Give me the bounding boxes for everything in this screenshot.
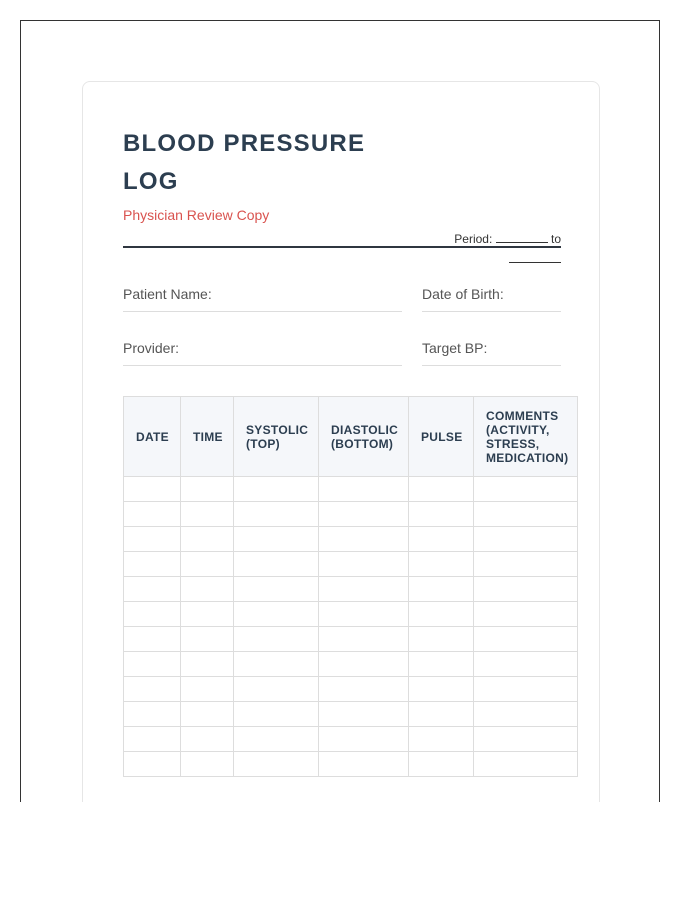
cell-pulse[interactable] xyxy=(409,752,474,777)
cell-comments[interactable] xyxy=(474,552,578,577)
cell-pulse[interactable] xyxy=(409,652,474,677)
cell-time[interactable] xyxy=(181,752,234,777)
cell-time[interactable] xyxy=(181,602,234,627)
table-row xyxy=(124,527,578,552)
patient-name-field[interactable] xyxy=(123,281,402,312)
cell-diastolic[interactable] xyxy=(319,602,409,627)
table-row xyxy=(124,627,578,652)
cell-diastolic[interactable] xyxy=(319,577,409,602)
table-row xyxy=(124,652,578,677)
table-row xyxy=(124,577,578,602)
header-comments: COMMENTS (ACTIVITY, STRESS, MEDICATION) xyxy=(474,397,578,477)
cell-diastolic[interactable] xyxy=(319,552,409,577)
cell-time[interactable] xyxy=(181,627,234,652)
cell-pulse[interactable] xyxy=(409,577,474,602)
cell-pulse[interactable] xyxy=(409,502,474,527)
header-pulse: PULSE xyxy=(409,397,474,477)
cell-comments[interactable] xyxy=(474,677,578,702)
cell-time[interactable] xyxy=(181,677,234,702)
cell-systolic[interactable] xyxy=(234,702,319,727)
table-body xyxy=(124,477,578,777)
cell-time[interactable] xyxy=(181,502,234,527)
cell-systolic[interactable] xyxy=(234,552,319,577)
cell-systolic[interactable] xyxy=(234,577,319,602)
cell-pulse[interactable] xyxy=(409,702,474,727)
cell-date[interactable] xyxy=(124,752,181,777)
cell-systolic[interactable] xyxy=(234,677,319,702)
cell-diastolic[interactable] xyxy=(319,477,409,502)
cell-systolic[interactable] xyxy=(234,652,319,677)
period-to-label: to xyxy=(550,232,561,246)
cell-comments[interactable] xyxy=(474,602,578,627)
cell-systolic[interactable] xyxy=(234,727,319,752)
table-row xyxy=(124,552,578,577)
cell-time[interactable] xyxy=(181,702,234,727)
log-sheet xyxy=(82,81,600,802)
header-systolic: SYSTOLIC (TOP) xyxy=(234,397,319,477)
period-end-blank[interactable] xyxy=(509,250,561,263)
cell-comments[interactable] xyxy=(474,652,578,677)
table-row xyxy=(124,677,578,702)
cell-comments[interactable] xyxy=(474,702,578,727)
cell-diastolic[interactable] xyxy=(319,627,409,652)
table-row xyxy=(124,477,578,502)
cell-diastolic[interactable] xyxy=(319,502,409,527)
cell-time[interactable] xyxy=(181,652,234,677)
date-of-birth-label: Date of Birth: xyxy=(422,286,504,302)
cell-systolic[interactable] xyxy=(234,752,319,777)
provider-field[interactable] xyxy=(123,335,402,366)
cell-date[interactable] xyxy=(124,477,181,502)
cell-pulse[interactable] xyxy=(409,602,474,627)
cell-diastolic[interactable] xyxy=(319,527,409,552)
cell-time[interactable] xyxy=(181,477,234,502)
document-title: BLOOD PRESSURE LOG xyxy=(123,130,366,195)
cell-time[interactable] xyxy=(181,527,234,552)
cell-pulse[interactable] xyxy=(409,627,474,652)
cell-systolic[interactable] xyxy=(234,527,319,552)
header-diastolic: DIASTOLIC (BOTTOM) xyxy=(319,397,409,477)
cell-systolic[interactable] xyxy=(234,502,319,527)
cell-pulse[interactable] xyxy=(409,677,474,702)
cell-diastolic[interactable] xyxy=(319,702,409,727)
document-header xyxy=(123,122,561,248)
cell-date[interactable] xyxy=(124,552,181,577)
header-time: TIME xyxy=(181,397,234,477)
table-row xyxy=(124,502,578,527)
cell-date[interactable] xyxy=(124,502,181,527)
cell-systolic[interactable] xyxy=(234,602,319,627)
header-date: DATE xyxy=(124,397,181,477)
cell-date[interactable] xyxy=(124,527,181,552)
cell-diastolic[interactable] xyxy=(319,752,409,777)
cell-pulse[interactable] xyxy=(409,727,474,752)
period-field xyxy=(431,229,561,269)
cell-diastolic[interactable] xyxy=(319,652,409,677)
cell-date[interactable] xyxy=(124,602,181,627)
cell-comments[interactable] xyxy=(474,727,578,752)
cell-pulse[interactable] xyxy=(409,527,474,552)
document-subtitle: Physician Review Copy xyxy=(123,207,270,223)
cell-date[interactable] xyxy=(124,627,181,652)
cell-comments[interactable] xyxy=(474,752,578,777)
cell-date[interactable] xyxy=(124,702,181,727)
cell-comments[interactable] xyxy=(474,577,578,602)
cell-time[interactable] xyxy=(181,552,234,577)
cell-comments[interactable] xyxy=(474,477,578,502)
table-row xyxy=(124,602,578,627)
cell-time[interactable] xyxy=(181,727,234,752)
table-row xyxy=(124,702,578,727)
cell-time[interactable] xyxy=(181,577,234,602)
cell-pulse[interactable] xyxy=(409,477,474,502)
cell-comments[interactable] xyxy=(474,627,578,652)
table-row xyxy=(124,752,578,777)
cell-date[interactable] xyxy=(124,727,181,752)
bp-log-table xyxy=(123,396,578,777)
cell-comments[interactable] xyxy=(474,527,578,552)
table-row xyxy=(124,727,578,752)
cell-diastolic[interactable] xyxy=(319,727,409,752)
period-label: Period: xyxy=(454,232,493,246)
table-header-row xyxy=(124,397,578,477)
cell-comments[interactable] xyxy=(474,502,578,527)
target-bp-field[interactable] xyxy=(422,335,561,366)
provider-label: Provider: xyxy=(123,340,180,356)
cell-systolic[interactable] xyxy=(234,627,319,652)
target-bp-label: Target BP: xyxy=(422,340,488,356)
patient-name-label: Patient Name: xyxy=(123,286,212,302)
cell-diastolic[interactable] xyxy=(319,677,409,702)
date-of-birth-field[interactable] xyxy=(422,281,561,312)
cell-date[interactable] xyxy=(124,577,181,602)
cell-date[interactable] xyxy=(124,652,181,677)
cell-pulse[interactable] xyxy=(409,552,474,577)
page-frame xyxy=(20,20,660,802)
period-start-blank[interactable] xyxy=(496,230,548,243)
cell-date[interactable] xyxy=(124,677,181,702)
cell-systolic[interactable] xyxy=(234,477,319,502)
